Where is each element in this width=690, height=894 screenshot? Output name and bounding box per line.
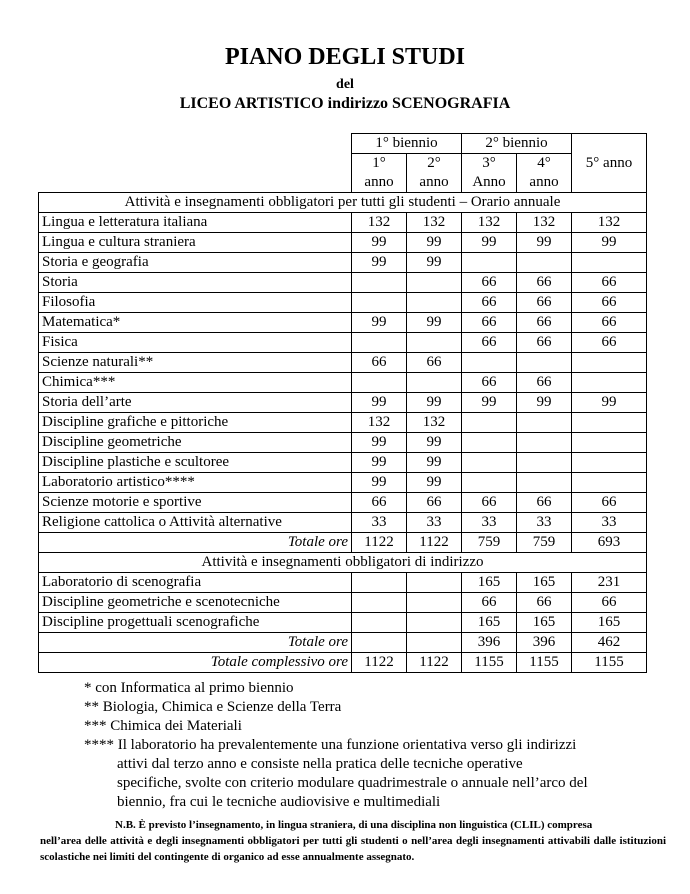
total-cell: 759 (462, 533, 517, 553)
hours-cell: 33 (517, 513, 572, 533)
hours-cell (462, 353, 517, 373)
hours-cell: 99 (352, 253, 407, 273)
subject-cell: Filosofia (39, 293, 352, 313)
hours-cell: 99 (407, 453, 462, 473)
hours-cell (352, 333, 407, 353)
hours-cell: 66 (517, 593, 572, 613)
subject-cell: Storia dell’arte (39, 393, 352, 413)
section-title: Attività e insegnamenti obbligatori per tutti gli studenti – Orario annuale (39, 193, 647, 213)
hours-cell: 99 (572, 233, 647, 253)
total-cell: 759 (517, 533, 572, 553)
year-header (407, 154, 462, 193)
table-row (39, 233, 647, 253)
hours-cell: 99 (352, 233, 407, 253)
hours-cell (517, 433, 572, 453)
hours-cell: 132 (352, 413, 407, 433)
nb-line: nell’area delle attività e degli insegnamenti obbligatori per tutti gli studenti o nell’area degli insegnamenti (40, 835, 545, 847)
subject-cell: Lingua e letteratura italiana (39, 213, 352, 233)
year-number: 4° (537, 155, 551, 171)
hours-cell: 33 (407, 513, 462, 533)
footnote: ** Biologia, Chimica e Scienze della Terra (84, 699, 342, 715)
subject-cell: Discipline plastiche e scultoree (39, 453, 352, 473)
hours-cell (572, 453, 647, 473)
table-row (39, 213, 647, 233)
hours-cell (517, 413, 572, 433)
hours-cell: 33 (352, 513, 407, 533)
table-row (39, 413, 647, 433)
hours-cell (407, 573, 462, 593)
total-cell (352, 633, 407, 653)
hours-cell: 33 (572, 513, 647, 533)
hours-cell: 165 (517, 573, 572, 593)
table-row (39, 253, 647, 273)
header-empty-cell (39, 134, 352, 193)
course-name: LICEO ARTISTICO indirizzo SCENOGRAFIA (179, 95, 511, 112)
subject-cell: Matematica* (39, 313, 352, 333)
hours-cell (462, 413, 517, 433)
hours-cell: 99 (407, 473, 462, 493)
hours-cell: 66 (462, 273, 517, 293)
subject-cell: Lingua e cultura straniera (39, 233, 352, 253)
hours-cell: 165 (572, 613, 647, 633)
hours-cell (352, 573, 407, 593)
footnote-continuation: biennio, fra cui le tecniche audiovisive e multimediali (117, 794, 441, 810)
table-row (39, 613, 647, 633)
total-cell: 1155 (572, 653, 647, 673)
footnote-continuation: attivi dal terzo anno e consiste nella pratica delle tecniche operative (117, 756, 523, 772)
hours-cell: 66 (462, 373, 517, 393)
hours-cell: 66 (462, 293, 517, 313)
hours-cell: 165 (462, 573, 517, 593)
year-header (352, 154, 407, 193)
year-number: 1° (372, 155, 386, 171)
table-row (39, 493, 647, 513)
hours-cell: 99 (407, 233, 462, 253)
hours-cell (572, 253, 647, 273)
hours-cell: 99 (407, 433, 462, 453)
hours-cell (462, 473, 517, 493)
hours-cell: 66 (572, 493, 647, 513)
total-cell: 1122 (407, 653, 462, 673)
subject-cell: Scienze motorie e sportive (39, 493, 352, 513)
total-cell (407, 633, 462, 653)
footnote: **** Il laboratorio ha prevalentemente una funzione orientativa verso gli indirizzi (84, 737, 577, 753)
hours-cell (407, 593, 462, 613)
nb-line: N.B. È previsto l’insegnamento, in lingua straniera, di una disciplina non linguistica (CLIL) compresa (115, 819, 593, 831)
hours-cell: 132 (352, 213, 407, 233)
hours-cell: 66 (352, 493, 407, 513)
hours-cell (462, 453, 517, 473)
subject-cell: Chimica*** (39, 373, 352, 393)
hours-cell (407, 373, 462, 393)
hours-cell: 132 (462, 213, 517, 233)
hours-cell (517, 453, 572, 473)
grand-total-row (39, 653, 647, 673)
hours-cell: 132 (517, 213, 572, 233)
total-cell: 693 (572, 533, 647, 553)
hours-cell: 132 (572, 213, 647, 233)
section-title-row (39, 553, 647, 573)
table-row (39, 273, 647, 293)
hours-cell: 66 (517, 373, 572, 393)
hours-cell (517, 353, 572, 373)
subject-cell: Discipline progettuali scenografiche (39, 613, 352, 633)
table-row (39, 373, 647, 393)
hours-cell (462, 433, 517, 453)
hours-cell (407, 273, 462, 293)
hours-cell: 66 (517, 293, 572, 313)
hours-cell: 33 (462, 513, 517, 533)
hours-cell: 99 (407, 253, 462, 273)
hours-cell (407, 613, 462, 633)
hours-cell: 99 (517, 393, 572, 413)
header-row (39, 134, 647, 154)
table-row (39, 433, 647, 453)
total-label: Totale ore (39, 533, 352, 553)
table-row (39, 293, 647, 313)
table-row (39, 593, 647, 613)
year-header (517, 154, 572, 193)
section-title: Attività e insegnamenti obbligatori di indirizzo (39, 553, 647, 573)
hours-cell: 66 (462, 333, 517, 353)
hours-cell (572, 473, 647, 493)
group-header-2-biennio: 2° biennio (462, 134, 572, 154)
hours-cell: 231 (572, 573, 647, 593)
hours-cell: 132 (407, 213, 462, 233)
subject-cell: Discipline grafiche e pittoriche (39, 413, 352, 433)
hours-cell (517, 473, 572, 493)
hours-cell: 66 (517, 333, 572, 353)
year-word: anno (364, 174, 394, 190)
hours-cell: 99 (352, 453, 407, 473)
hours-cell: 66 (517, 313, 572, 333)
hours-cell (572, 373, 647, 393)
hours-cell: 99 (352, 433, 407, 453)
subject-cell: Fisica (39, 333, 352, 353)
total-cell: 1155 (517, 653, 572, 673)
hours-cell: 66 (407, 353, 462, 373)
total-label: Totale complessivo ore (39, 653, 352, 673)
nb-note (40, 817, 666, 865)
hours-cell (517, 253, 572, 273)
subject-cell: Storia e geografia (39, 253, 352, 273)
hours-cell: 99 (352, 473, 407, 493)
total-cell: 1155 (462, 653, 517, 673)
table-row (39, 453, 647, 473)
year-number: 2° (427, 155, 441, 171)
hours-cell (352, 373, 407, 393)
hours-cell: 66 (462, 313, 517, 333)
hours-cell (572, 413, 647, 433)
total-cell: 396 (517, 633, 572, 653)
hours-cell (407, 333, 462, 353)
hours-cell: 99 (352, 313, 407, 333)
total-cell: 462 (572, 633, 647, 653)
hours-cell: 132 (407, 413, 462, 433)
table-row (39, 333, 647, 353)
table-row (39, 573, 647, 593)
hours-cell: 66 (517, 273, 572, 293)
subject-cell: Storia (39, 273, 352, 293)
hours-cell: 66 (572, 313, 647, 333)
hours-cell: 99 (462, 393, 517, 413)
subject-cell: Discipline geometriche e scenotecniche (39, 593, 352, 613)
hours-cell (407, 293, 462, 313)
hours-cell: 165 (462, 613, 517, 633)
subject-cell: Laboratorio artistico**** (39, 473, 352, 493)
hours-cell (572, 353, 647, 373)
footnote: * con Informatica al primo biennio (84, 680, 294, 696)
hours-cell: 99 (407, 393, 462, 413)
hours-cell: 99 (572, 393, 647, 413)
hours-cell: 66 (462, 593, 517, 613)
study-plan-table (38, 133, 647, 673)
year-header-5: 5° anno (572, 134, 647, 193)
hours-cell: 66 (572, 273, 647, 293)
hours-cell: 165 (517, 613, 572, 633)
subject-cell: Scienze naturali** (39, 353, 352, 373)
page-subtitle: del (336, 77, 354, 92)
year-word: anno (419, 174, 449, 190)
hours-cell: 66 (462, 493, 517, 513)
hours-cell (352, 293, 407, 313)
table-row (39, 313, 647, 333)
table-row (39, 393, 647, 413)
total-cell: 1122 (352, 533, 407, 553)
year-number: 3° (482, 155, 496, 171)
page-title: PIANO DEGLI STUDI (224, 44, 466, 70)
hours-cell (572, 433, 647, 453)
hours-cell: 66 (572, 293, 647, 313)
group-header-1-biennio: 1° biennio (352, 134, 462, 154)
table-row (39, 473, 647, 493)
table-row (39, 513, 647, 533)
hours-cell: 99 (407, 313, 462, 333)
hours-cell: 99 (352, 393, 407, 413)
footnotes (84, 679, 664, 812)
total-cell: 1122 (352, 653, 407, 673)
section2-total-row (39, 633, 647, 653)
table-row (39, 353, 647, 373)
nb-line: attivabili dalle istituzioni scolastiche nei limiti del contingente di organico ad esse annualmente assegnato. (40, 835, 667, 863)
total-cell: 396 (462, 633, 517, 653)
year-header (462, 154, 517, 193)
section-title-row (39, 193, 647, 213)
year-word: anno (529, 174, 559, 190)
footnote: *** Chimica dei Materiali (84, 718, 242, 734)
footnote-continuation: specifiche, svolte con criterio modulare quadrimestrale o annuale nell’arco del (117, 775, 588, 791)
subject-cell: Laboratorio di scenografia (39, 573, 352, 593)
hours-cell (462, 253, 517, 273)
total-cell: 1122 (407, 533, 462, 553)
hours-cell: 66 (572, 593, 647, 613)
hours-cell: 66 (407, 493, 462, 513)
total-label: Totale ore (39, 633, 352, 653)
hours-cell: 66 (572, 333, 647, 353)
hours-cell: 99 (462, 233, 517, 253)
subject-cell: Discipline geometriche (39, 433, 352, 453)
section1-total-row (39, 533, 647, 553)
year-word: Anno (472, 174, 506, 190)
subject-cell: Religione cattolica o Attività alternative (39, 513, 352, 533)
hours-cell (352, 613, 407, 633)
hours-cell (352, 273, 407, 293)
hours-cell: 99 (517, 233, 572, 253)
hours-cell (352, 593, 407, 613)
hours-cell: 66 (517, 493, 572, 513)
hours-cell: 66 (352, 353, 407, 373)
